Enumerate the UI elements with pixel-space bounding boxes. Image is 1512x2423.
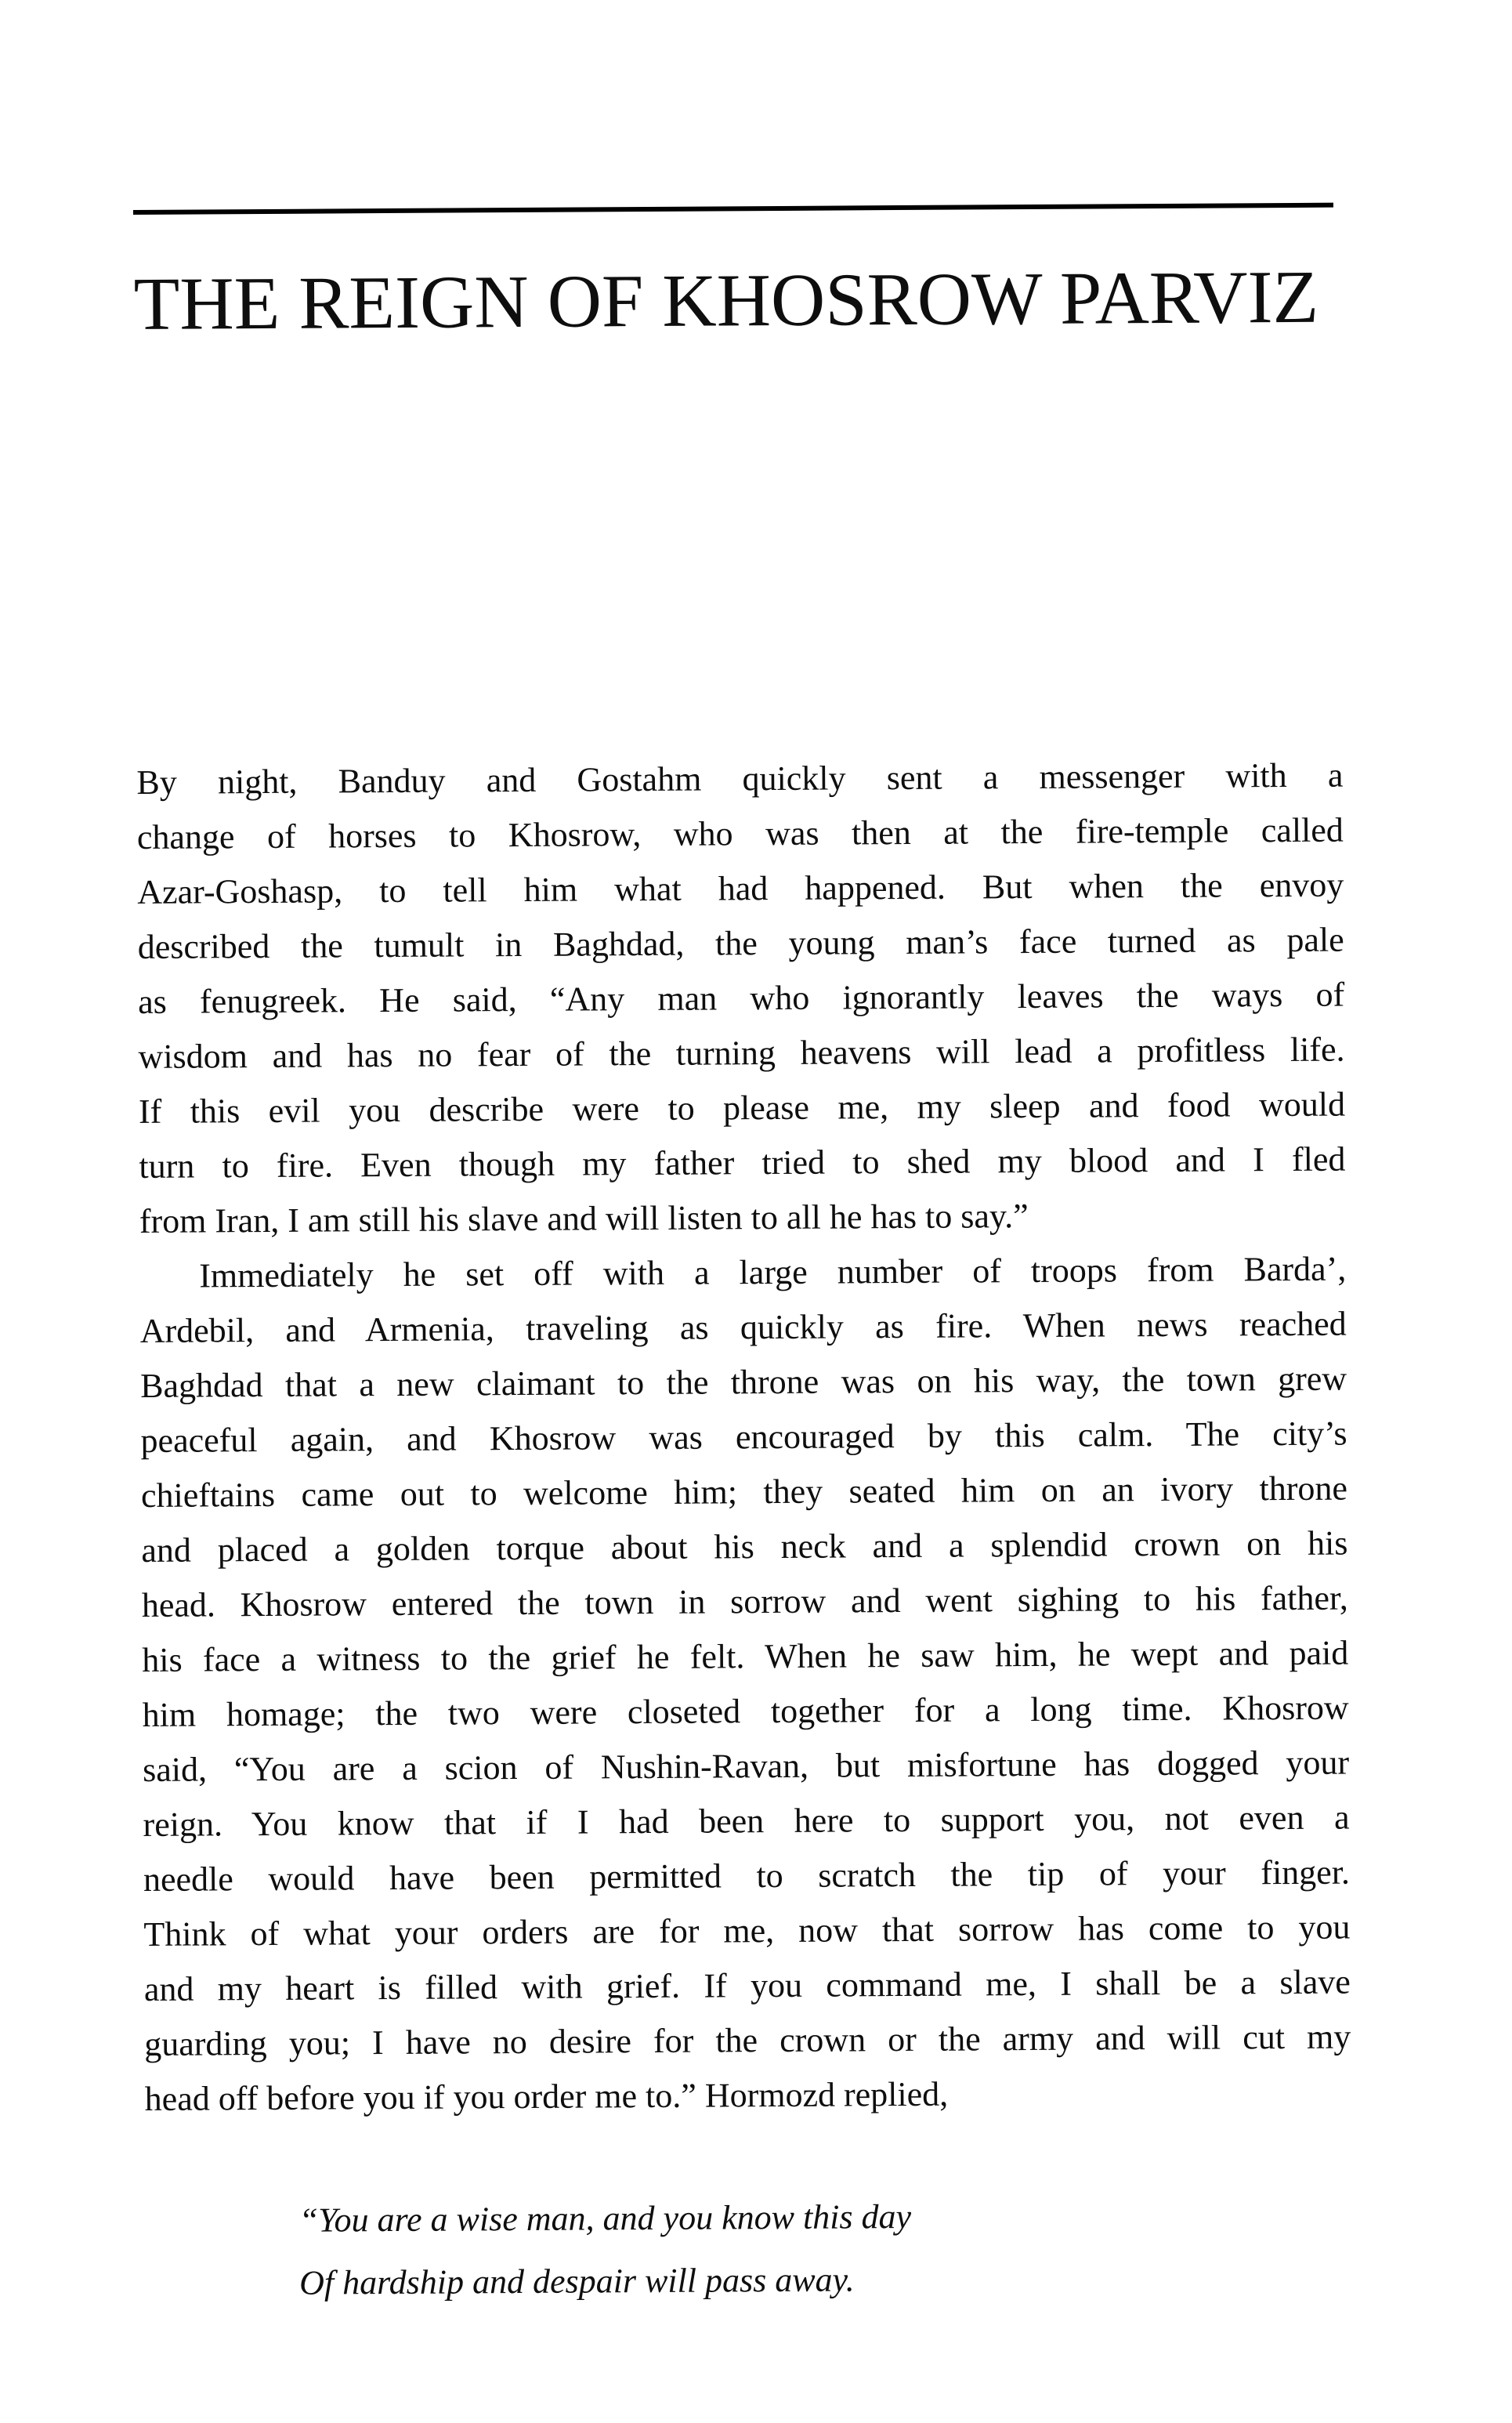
body-line: Azar-Goshasp, to tell him what had happened. But when the envoy: [137, 865, 1344, 911]
body-line: needle would have been permitted to scratch the tip of your finger.: [143, 1853, 1351, 1899]
body-line: him homage; the two were closeted together for a long time. Khosrow: [142, 1688, 1349, 1734]
body-line: By night, Banduy and Gostahm quickly sent a messenger with a: [136, 755, 1344, 802]
body-line: wisdom and has no fear of the turning heavens will lead a profitless life.: [138, 1030, 1345, 1076]
body-line: and placed a golden torque about his neck and a splendid crown on his: [141, 1523, 1348, 1570]
verse-line: “You are a wise man, and you know this day: [298, 2197, 912, 2240]
body-line: Think of what your orders are for me, now that sorrow has come to you: [143, 1907, 1351, 1954]
body-line: change of horses to Khosrow, who was then at the fire-temple called: [136, 810, 1344, 857]
body-line: peaceful again, and Khosrow was encouraged by this calm. The city’s: [140, 1414, 1347, 1460]
body-line: his face a witness to the grief he felt. When he saw him, he wept and paid: [142, 1633, 1349, 1679]
chapter-title: THE REIGN OF KHOSROW PARVIZ: [133, 254, 1319, 346]
printed-sheet: [132, 0, 1353, 2423]
body-line-paragraph-end: from Iran, I am still his slave and will listen to all he has to say.”: [139, 1197, 1029, 1240]
body-line: turn to fire. Even though my father tried to shed my blood and I fled: [139, 1139, 1346, 1186]
body-line: chieftains came out to welcome him; they seated him on an ivory throne: [140, 1469, 1348, 1515]
body-line: said, “You are a scion of Nushin-Ravan, but misfortune has dogged your: [142, 1743, 1350, 1789]
body-line-paragraph-start: Immediately he set off with a large number of troops from Barda’,: [199, 1249, 1347, 1295]
body-line: described the tumult in Baghdad, the young man’s face turned as pale: [137, 920, 1344, 966]
body-line: Ardebil, and Armenia, traveling as quickly as fire. When news reached: [139, 1304, 1347, 1350]
verse-block: [298, 2186, 911, 2315]
body-line: guarding you; I have no desire for the crown or the army and will cut my: [144, 2017, 1351, 2063]
body-line-paragraph-end: head off before you if you order me to.” Hormozd replied,: [144, 2074, 949, 2118]
body-line: Baghdad that a new claimant to the throne was on his way, the town grew: [140, 1359, 1347, 1405]
chapter-title-rule: [133, 203, 1333, 215]
body-line: head. Khosrow entered the town in sorrow and went sighing to his father,: [141, 1578, 1348, 1624]
body-line: as fenugreek. He said, “Any man who ignorantly leaves the ways of: [138, 975, 1345, 1021]
body-line: reign. You know that if I had been here to support you, not even a: [143, 1798, 1350, 1844]
body-line: and my heart is filled with grief. If you command me, I shall be a slave: [143, 1962, 1351, 2008]
body-line: If this evil you describe were to please me, my sleep and food would: [138, 1085, 1346, 1131]
body-text: [136, 748, 1351, 2127]
verse-line: Of hardship and despair will pass away.: [299, 2260, 855, 2302]
